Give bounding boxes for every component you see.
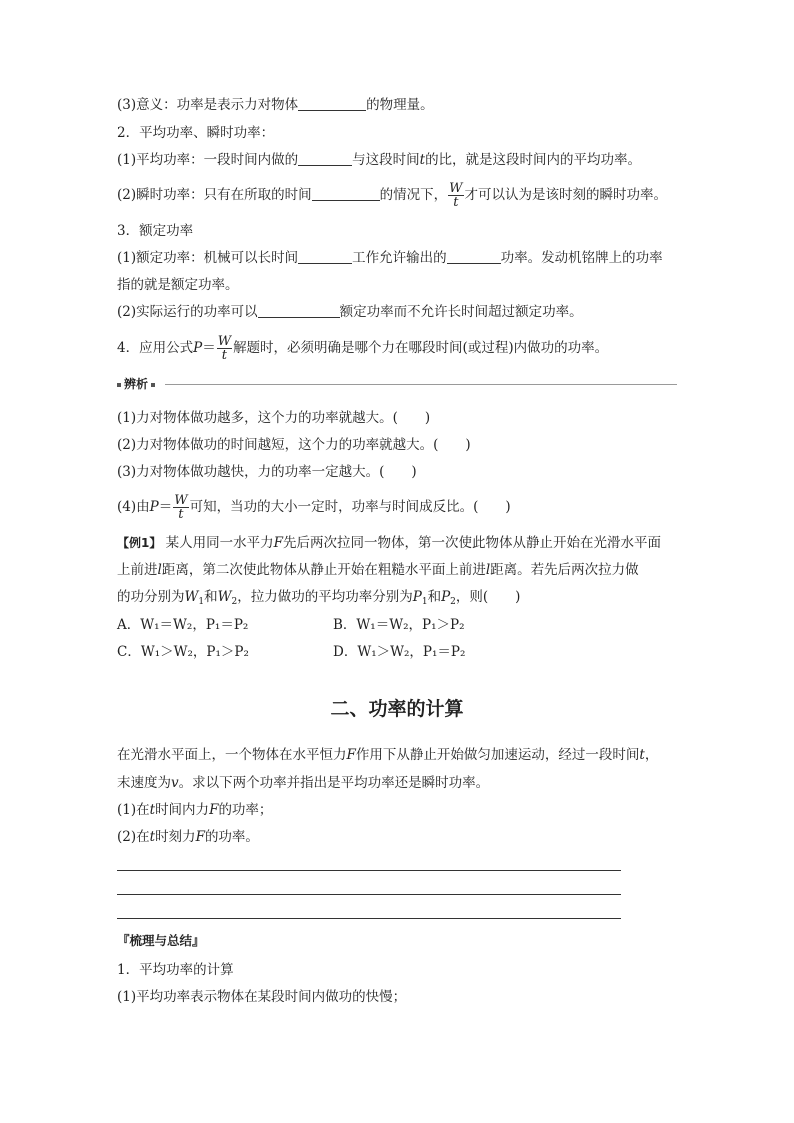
var-P: P — [412, 589, 422, 605]
fraction-w-over-t — [217, 335, 232, 362]
summary-title: 『梳理与总结』 — [117, 933, 205, 948]
text: 距离，第二次使此物体从静止开始在粗糙水平面上前进 — [161, 562, 486, 578]
text: 和 — [204, 589, 218, 605]
judge-q2: (2)力对物体做功的时间越短，这个力的功率就越大。( ) — [117, 437, 471, 453]
rated-power-line-cont: 指的就是额定功率。 — [117, 277, 239, 293]
text: ，拉力做功的平均功率分别为 — [237, 589, 413, 605]
numerator: W — [174, 493, 188, 508]
problem-line-2 — [117, 774, 489, 792]
var-t: t — [149, 829, 156, 845]
summary-line-2: (1)平均功率表示物体在某段时间内做功的快慢； — [117, 989, 407, 1005]
text: 功率。发动机铭牌上的功率 — [500, 250, 663, 266]
problem-line-1 — [117, 746, 658, 764]
text: (2)实际运行的功率可以 — [117, 304, 258, 320]
text: 时间内力 — [155, 802, 210, 818]
fraction-w-over-t — [448, 182, 463, 209]
instant-power-line — [117, 180, 667, 210]
text: 与这段时间 — [352, 152, 420, 168]
text: 和 — [427, 589, 442, 605]
text: 在光滑水平面上，一个物体在水平恒力 — [117, 747, 347, 763]
text: 的功分别为 — [117, 589, 185, 605]
text: 才可以认为是该时刻的瞬时功率。 — [464, 187, 667, 203]
text: (1)平均功率：一段时间内做的 — [117, 152, 299, 168]
fill-blank[interactable] — [298, 151, 352, 166]
option-b[interactable]: B．W₁＝W₂，P₁＞P₂ — [333, 617, 465, 633]
text: 某人用同一水平力 — [161, 535, 274, 551]
text: 末速度为 — [117, 775, 171, 791]
var-P: P — [149, 499, 159, 515]
text: 的情况下， — [379, 187, 448, 203]
answer-line[interactable] — [117, 894, 621, 895]
fill-blank[interactable] — [258, 303, 340, 318]
fill-blank[interactable] — [298, 249, 352, 264]
text: 可知，当功的大小一定时，功率与时间成反比。( ) — [189, 499, 511, 515]
text: 先后两次拉同一物体，第一次使此物体从静止开始在光滑水平面 — [283, 535, 662, 551]
fill-blank[interactable] — [312, 186, 380, 201]
var-l: l — [485, 562, 491, 578]
var-F: F — [346, 747, 356, 763]
var-W: W — [217, 589, 232, 605]
actual-power-line — [117, 303, 583, 321]
fraction-w-over-t — [173, 494, 188, 521]
text: 距离。若先后两次拉力做 — [490, 562, 639, 578]
summary-line-1: 1．平均功率的计算 — [117, 962, 234, 978]
formula-line — [117, 333, 608, 363]
var-P: P — [193, 340, 203, 356]
text: 的功率。 — [204, 829, 259, 845]
var-W: W — [184, 589, 199, 605]
example-tag: 【例1】 — [117, 536, 162, 550]
var-l: l — [157, 562, 162, 578]
text: (2)在 — [117, 829, 150, 845]
text: 的物理量。 — [366, 97, 434, 113]
fill-blank[interactable] — [447, 249, 501, 264]
section-title: 二、功率的计算 — [330, 698, 464, 720]
option-c[interactable]: C．W₁＞W₂，P₁＞P₂ — [117, 644, 249, 660]
analysis-header — [117, 376, 677, 392]
var-F: F — [209, 802, 219, 818]
option-d[interactable]: D．W₁＞W₂，P₁＝P₂ — [333, 644, 466, 660]
analysis-label — [117, 376, 158, 392]
rated-power-line — [117, 249, 663, 267]
subscript: 1 — [198, 597, 205, 607]
var-F: F — [273, 535, 284, 551]
text: ，则( ) — [455, 589, 521, 605]
text: 的功率； — [218, 802, 273, 818]
text: 额定功率而不允许长时间超过额定功率。 — [339, 304, 583, 320]
text: 工作允许输出的 — [352, 250, 447, 266]
text: 时刻力 — [155, 829, 196, 845]
text: (1)在 — [117, 802, 150, 818]
text: (1)额定功率：机械可以长时间 — [117, 250, 299, 266]
text: 4．应用公式 — [117, 340, 194, 356]
denominator: t — [221, 348, 227, 363]
var-t: t — [639, 747, 645, 763]
example-line-3 — [117, 588, 520, 611]
subscript: 2 — [450, 597, 456, 607]
example-line-2 — [117, 561, 639, 579]
heading-rated-power: 3．额定功率 — [117, 223, 194, 239]
text: (2)瞬时功率：只有在所取的时间 — [117, 187, 312, 203]
var-v: v — [171, 775, 179, 791]
answer-line[interactable] — [117, 870, 621, 871]
text: 上前进 — [117, 562, 158, 578]
subscript: 1 — [421, 597, 428, 607]
meaning-line — [117, 96, 434, 114]
text: 。求以下两个功率并指出是平均功率还是瞬时功率。 — [178, 775, 490, 791]
square-bullet-icon — [151, 383, 155, 387]
text: 作用下从静止开始做匀加速运动，经过一段时间 — [355, 747, 640, 763]
avg-power-line — [117, 151, 641, 169]
options-row-1 — [117, 616, 549, 634]
text: (4)由 — [117, 499, 150, 515]
option-a[interactable]: A．W₁＝W₂，P₁＝P₂ — [117, 617, 249, 633]
judge-q1: (1)力对物体做功越多，这个力的功率就越大。( ) — [117, 410, 431, 426]
judge-q3: (3)力对物体做功越快，力的功率一定越大。( ) — [117, 464, 417, 480]
heading-avg-instant-power: 2．平均功率、瞬时功率： — [117, 125, 275, 141]
numerator: W — [217, 334, 232, 349]
equals: ＝ — [158, 499, 173, 515]
square-bullet-icon — [117, 383, 121, 387]
denominator: t — [178, 507, 184, 522]
text: ， — [644, 747, 659, 763]
numerator: W — [449, 181, 463, 196]
answer-line[interactable] — [117, 918, 621, 919]
label-text: 辨析 — [124, 377, 149, 391]
var-t: t — [419, 152, 426, 168]
var-t: t — [149, 802, 156, 818]
text: 解题时，必须明确是哪个力在哪段时间(或过程)内做功的功率。 — [233, 340, 609, 356]
var-F: F — [195, 829, 205, 845]
text: 的比，就是这段时间内的平均功率。 — [425, 152, 642, 168]
judge-q4 — [117, 492, 511, 522]
denominator: t — [453, 195, 459, 210]
options-row-2 — [117, 643, 549, 661]
equals: ＝ — [202, 340, 216, 356]
text: (3)意义：功率是表示力对物体 — [117, 97, 299, 113]
divider — [165, 384, 677, 385]
fill-blank[interactable] — [298, 96, 366, 111]
problem-q2 — [117, 828, 259, 846]
example-line-1 — [117, 534, 661, 552]
subscript: 2 — [231, 597, 238, 607]
problem-q1 — [117, 801, 272, 819]
var-P: P — [441, 589, 451, 605]
